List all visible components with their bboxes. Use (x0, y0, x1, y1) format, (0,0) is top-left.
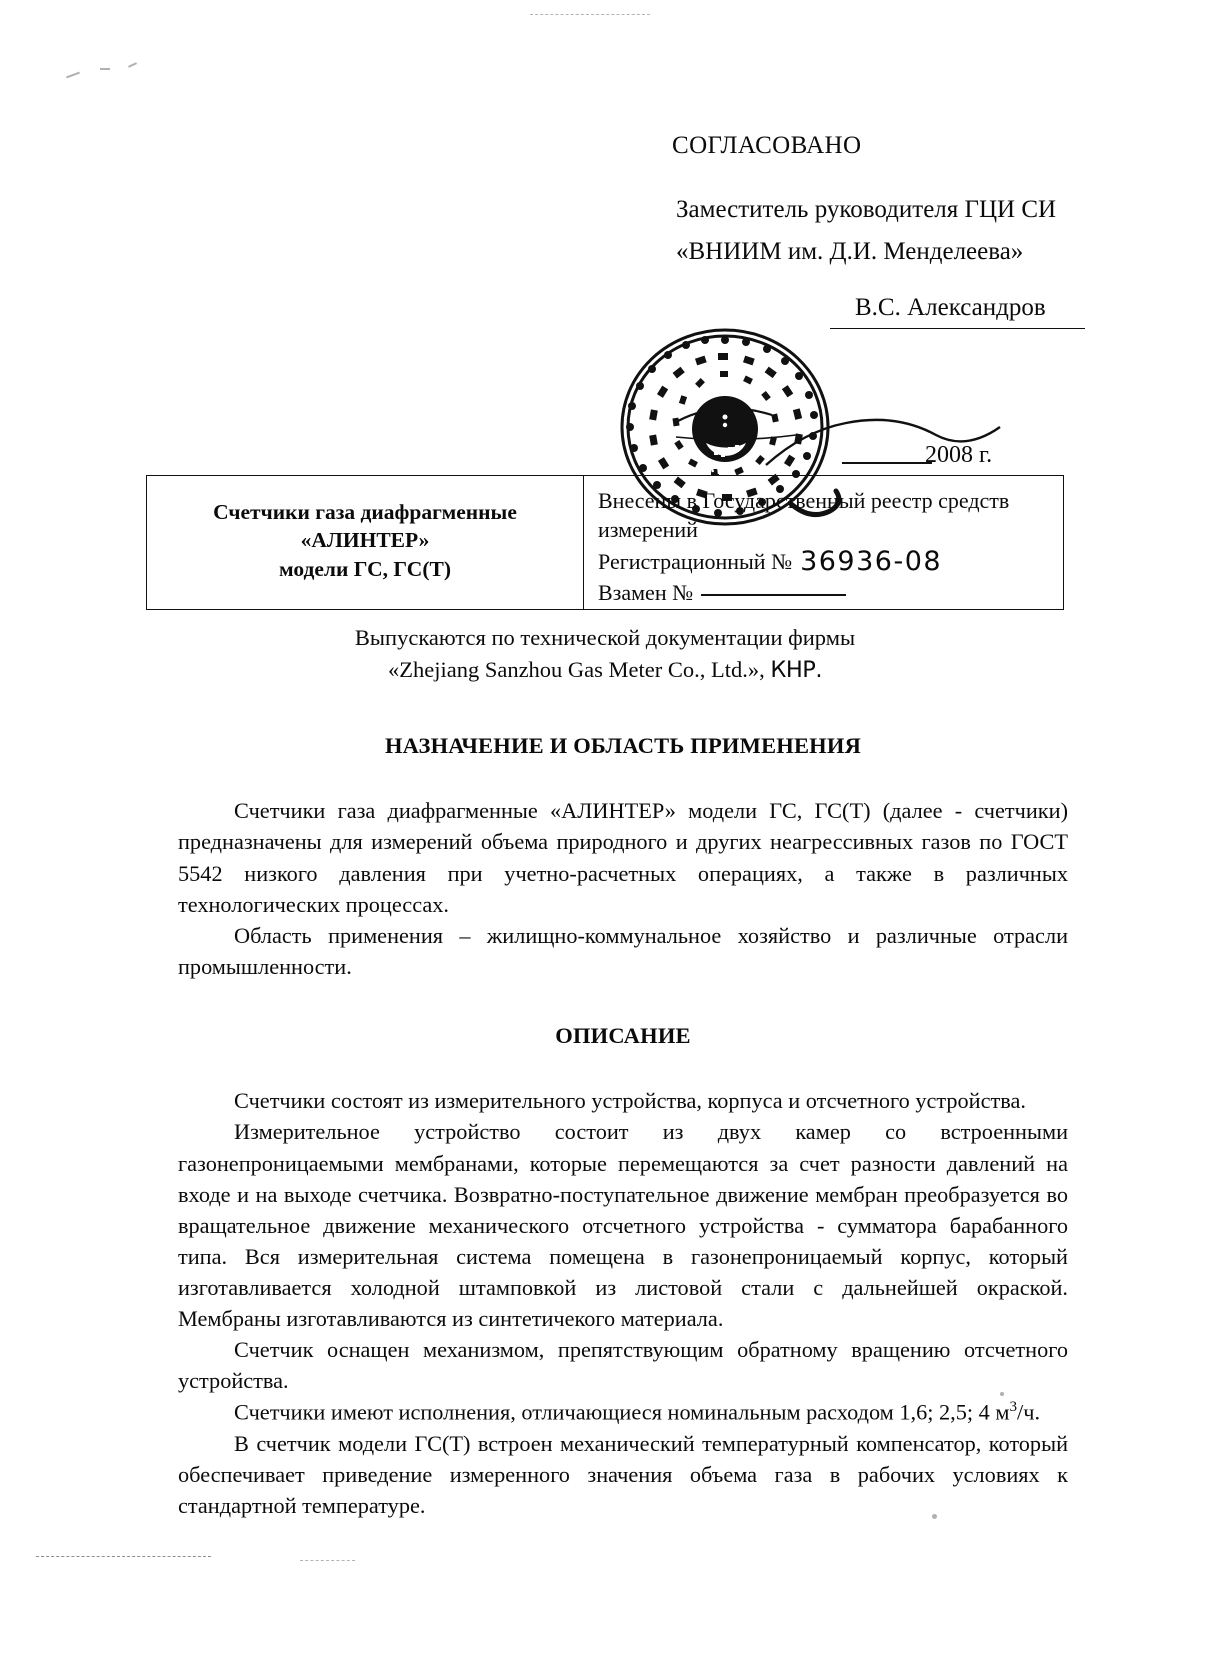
registry-line-1: Внесены в Государственный реестр средств (598, 488, 1010, 513)
purpose-paragraph-1: Счетчики газа диафрагменные «АЛИНТЕР» модели ГС, ГС(Т) (далее - счетчики) предназначены для измерений объема природного и других неагрессивных газов по ГОСТ 5542 низкого давления при учетно-расчетных операциях, а также в различных технологических процессах. (178, 798, 1068, 917)
approver-name: В.С. Александров (855, 294, 1046, 321)
cubic-exponent: 3 (1009, 1398, 1018, 1416)
section-heading-description: ОПИСАНИЕ (555, 1022, 691, 1048)
device-name-line-3: модели ГС, ГС(Т) (279, 556, 451, 581)
approver-organization-line-2: «ВНИИМ им. Д.И. Менделеева» (676, 238, 1024, 265)
spacer (178, 1051, 1068, 1085)
device-name-cell (147, 476, 584, 609)
flow-rates-unit-suffix: /ч. (1017, 1399, 1041, 1425)
signature-rule (830, 328, 1085, 329)
registry-info-cell (584, 476, 1063, 609)
manufacturer-company: «Zhejiang Sanzhou Gas Meter Co., Ltd.», (387, 656, 771, 682)
replaces-blank-rule (701, 594, 846, 596)
scan-artifact-speck (66, 72, 80, 79)
registration-number-row (598, 544, 1063, 579)
scan-artifact-speck (100, 68, 110, 70)
manufacturer-line-1: Выпускаются по технической документации фирмы (354, 625, 856, 650)
purpose-paragraph-2: Область применения – жилищно-коммунальное хозяйство и различные отрасли промышленности. (178, 922, 1068, 979)
registry-line-2: измерений (598, 516, 698, 542)
manufacturer-country: КНР. (770, 656, 823, 683)
description-paragraph-5: В счетчик модели ГС(Т) встроен механический температурный компенсатор, который обеспечивает приведение измеренного значения объема газа в рабочих условиях к стандартной температуре. (178, 1430, 1068, 1518)
approval-heading: СОГЛАСОВАНО (672, 132, 862, 159)
description-paragraph-2: Измерительное устройство состоит из двух камер со встроенными газонепроницаемыми мембранами, которые перемещаются за счет разности давлений на входе и на выходе счетчика. Возвратно-поступательное движение мембран преобразуется во вращательное движение механического отсчетного устройства - сумматора барабанного типа. Вся измерительная система помещена в газонепроницаемый корпус, который изготавливается холодной штамповкой из листовой стали с дальнейшей окраской. Мембраны изготавливаются из синтетичекого материала. (178, 1119, 1068, 1331)
flow-rates-text: Счетчики имеют исполнения, отличающиеся номинальным расходом 1,6; 2,5; 4 м (234, 1399, 1010, 1425)
registration-table (146, 475, 1064, 610)
replaces-number-row (598, 579, 1063, 608)
description-paragraph-4 (178, 1396, 1068, 1427)
section-heading-purpose: НАЗНАЧЕНИЕ И ОБЛАСТЬ ПРИМЕНЕНИЯ (384, 733, 862, 758)
approval-year: 2008 г. (925, 442, 993, 468)
device-name-line-1: Счетчики газа диафрагменные (213, 499, 517, 524)
scan-artifact-speck (128, 62, 137, 68)
scan-artifact-bottom-dash-right (300, 1560, 355, 1561)
device-name-line-2: «АЛИНТЕР» (300, 528, 430, 553)
replaces-label: Взамен № (598, 580, 694, 606)
registration-number-value: 36936-08 (800, 546, 943, 578)
manufacturer-line-2 (0, 654, 1210, 687)
spacer (178, 982, 1068, 1020)
manufacturer-block (0, 622, 1210, 687)
scan-artifact-top-dash (530, 14, 650, 15)
document-body (178, 730, 1068, 1521)
date-blank-rule (842, 462, 932, 464)
description-paragraph-3: Счетчик оснащен механизмом, препятствующим обратному вращению отсчетного устройства. (178, 1337, 1068, 1394)
spacer (178, 761, 1068, 795)
scan-artifact-bottom-dash (36, 1556, 211, 1557)
registration-number-label: Регистрационный № (598, 549, 793, 575)
description-paragraph-1: Счетчики состоят из измерительного устройства, корпуса и отсчетного устройства. (234, 1088, 1026, 1114)
approver-position-line-1: Заместитель руководителя ГЦИ СИ (676, 196, 1057, 223)
